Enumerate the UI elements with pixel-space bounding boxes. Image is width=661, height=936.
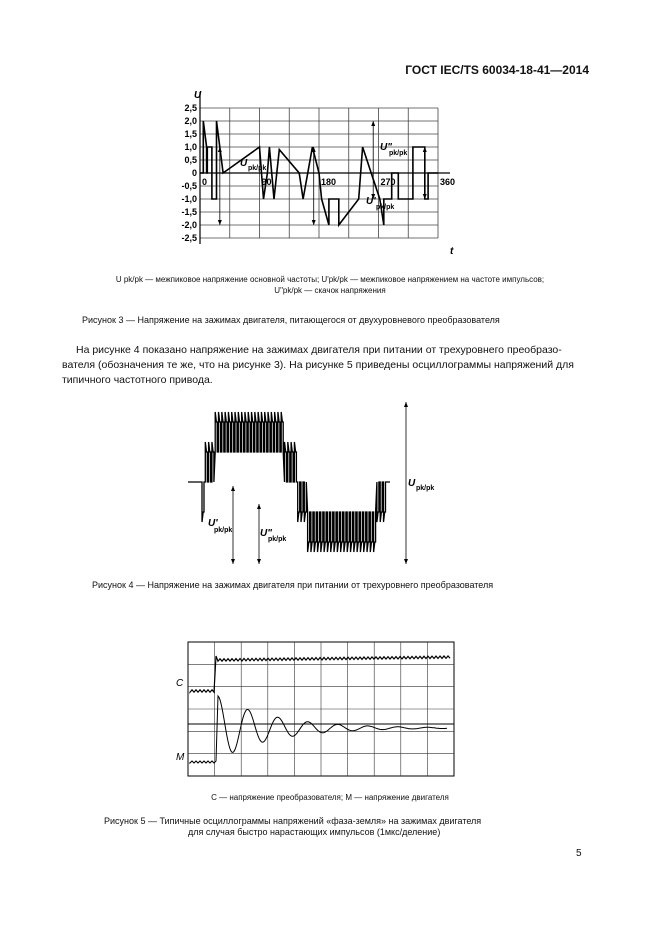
figure-3-chart — [170, 88, 470, 258]
figure-4-label-impulse: U' — [208, 518, 218, 529]
arrow-fundamental-head-bottom — [218, 220, 222, 225]
arrow-jump-head-bottom — [257, 559, 261, 564]
y-tick-label: -2,5 — [181, 233, 197, 243]
trace-m-line — [190, 696, 447, 763]
y-tick-label: -1,5 — [181, 207, 197, 217]
figure-5-oscillogram — [172, 638, 462, 788]
figure-3-label-fundamental: U — [240, 158, 248, 169]
figure-3-y-axis-label: U — [194, 90, 202, 101]
arrow-total-head-top — [404, 402, 408, 407]
figure-5-grid — [188, 642, 454, 776]
figure-4-label-jump: U" — [260, 528, 272, 539]
figure-3-label-impulse-sub: pk/pk — [376, 204, 395, 211]
arrow-jump-head-top — [257, 504, 261, 509]
y-tick-label: 2,5 — [184, 103, 197, 113]
figure-3-y-ticks — [181, 103, 197, 243]
figure-5-caption-line-2: для случая быстро нарастающих импульсов (1мкс/деление) — [188, 827, 441, 837]
y-tick-label: -0,5 — [181, 181, 197, 191]
figure-3-label-fundamental-sub: pk/pk — [248, 165, 267, 172]
figure-3-x-ticks — [202, 177, 455, 187]
x-tick-label: 270 — [380, 177, 396, 187]
arrow-impulse-head-top — [231, 486, 235, 491]
x-tick-label: 360 — [440, 177, 456, 187]
y-tick-label: -2,0 — [181, 220, 197, 230]
figure-5-legend: С — напряжение преобразователя; М — напряжение двигателя — [211, 793, 449, 802]
y-tick-label: 0,5 — [184, 155, 197, 165]
paragraph-line-1: На рисунке 4 показано напряжение на зажимах двигателя при питании от трехуровнего преобразо- — [76, 344, 562, 356]
arrow-fundamental-head-top — [218, 147, 222, 152]
x-tick-label: 180 — [321, 177, 337, 187]
figure-3-label-jump: U" — [380, 142, 392, 153]
y-tick-label: 0 — [191, 168, 197, 178]
arrow-fundamental-2-head-bottom — [312, 220, 316, 225]
arrow-jump-head-top — [371, 121, 375, 126]
figure-4-diagram — [180, 398, 480, 570]
figure-3-label-impulse: U' — [366, 196, 376, 207]
paragraph-line-3: типичного частотного привода. — [62, 374, 213, 386]
figure-5-label-c: C — [176, 678, 184, 689]
figure-4-caption: Рисунок 4 — Напряжение на зажимах двигателя при питании от трехуровнего преобразователя — [92, 580, 494, 590]
figure-4-label-total-sub: pk/pk — [416, 485, 435, 492]
figure-4-label-impulse-sub: pk/pk — [214, 527, 233, 534]
figure-3-label-jump-sub: pk/pk — [389, 150, 408, 157]
document-standard-number: ГОСТ IEC/TS 60034-18-41—2014 — [405, 63, 589, 77]
y-tick-label: 1,5 — [184, 129, 197, 139]
figure-3-caption: Рисунок 3 — Напряжение на зажимах двигателя, питающегося от двухуровневого преобразователя — [82, 315, 500, 325]
figure-5-trace-m — [190, 696, 447, 763]
figure-3-legend-line-2: U"pk/pk — скачок напряжения — [274, 286, 386, 295]
y-tick-label: 2,0 — [184, 116, 197, 126]
x-tick-label: 90 — [261, 177, 272, 187]
paragraph-line-2: вателя (обозначения те же, что на рисунке 3). На рисунке 5 приведены осциллограммы напряжений для — [62, 359, 574, 371]
arrow-total-head-bottom — [404, 559, 408, 564]
figure-5-caption-line-1: Рисунок 5 — Типичные осциллограммы напряжений «фаза-земля» на зажимах двигателя — [104, 816, 482, 826]
x-tick-label: 0 — [202, 177, 208, 187]
figure-4-label-total: U — [408, 478, 416, 489]
figure-3-x-axis-label: t — [450, 246, 454, 257]
y-tick-label: 1,0 — [184, 142, 197, 152]
page-number: 5 — [576, 848, 582, 859]
figure-3-legend-line-1: U pk/pk — межпиковое напряжение основной частоты; U'pk/pk — межпиковое напряжением на частоте импульсов; — [115, 275, 545, 284]
arrow-impulse-head-bottom — [231, 559, 235, 564]
figure-5-label-m: M — [176, 752, 185, 763]
y-tick-label: -1,0 — [181, 194, 197, 204]
figure-4-label-jump-sub: pk/pk — [268, 536, 287, 543]
